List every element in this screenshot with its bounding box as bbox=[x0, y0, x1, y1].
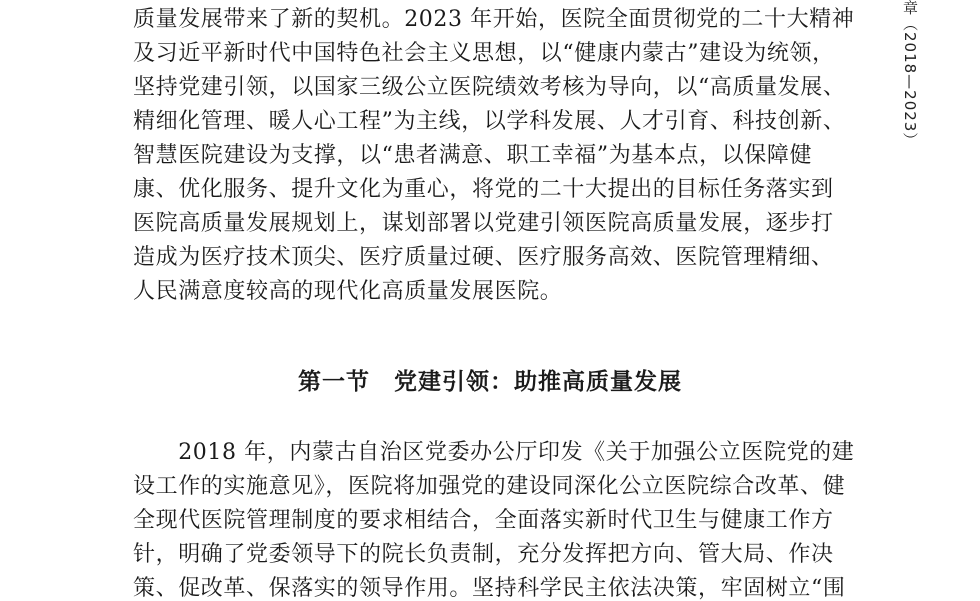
section-line: 策、促改革、保落实的领导作用。坚持科学民主依法决策，牢固树立“围 bbox=[133, 576, 846, 601]
intro-line: 坚持党建引领，以国家三级公立医院绩效考核为导向，以“高质量发展、 bbox=[133, 75, 846, 100]
running-head: 章（2018—2023） bbox=[901, 0, 919, 149]
section-heading: 第一节 党建引领：助推高质量发展 bbox=[298, 369, 682, 395]
section-line: 针，明确了党委领导下的院长负责制，充分发挥把方向、管大局、作决 bbox=[133, 542, 834, 567]
intro-line: 及习近平新时代中国特色社会主义思想，以“健康内蒙古”建设为统领， bbox=[133, 41, 835, 66]
intro-line: 人民满意度较高的现代化高质量发展医院。 bbox=[133, 279, 563, 304]
intro-line: 质量发展带来了新的契机。2023 年开始，医院全面贯彻党的二十大精神 bbox=[133, 7, 855, 32]
intro-line: 康、优化服务、提升文化为重心，将党的二十大提出的目标任务落实到 bbox=[133, 177, 834, 202]
section-line: 2018 年，内蒙古自治区党委办公厅印发《关于加强公立医院党的建 bbox=[133, 440, 855, 465]
section-line: 设工作的实施意见》，医院将加强党的建设同深化公立医院综合改革、健 bbox=[133, 474, 846, 499]
intro-line: 智慧医院建设为支撑，以“患者满意、职工幸福”为基本点，以保障健 bbox=[133, 143, 813, 168]
intro-line: 医院高质量发展规划上，谋划部署以党建引领医院高质量发展，逐步打 bbox=[133, 211, 834, 236]
section-line: 全现代医院管理制度的要求相结合，全面落实新时代卫生与健康工作方 bbox=[133, 508, 834, 533]
intro-line: 造成为医疗技术顶尖、医疗质量过硬、医疗服务高效、医院管理精细、 bbox=[133, 245, 834, 270]
intro-line: 精细化管理、暖人心工程”为主线，以学科发展、人才引育、科技创新、 bbox=[133, 109, 846, 134]
